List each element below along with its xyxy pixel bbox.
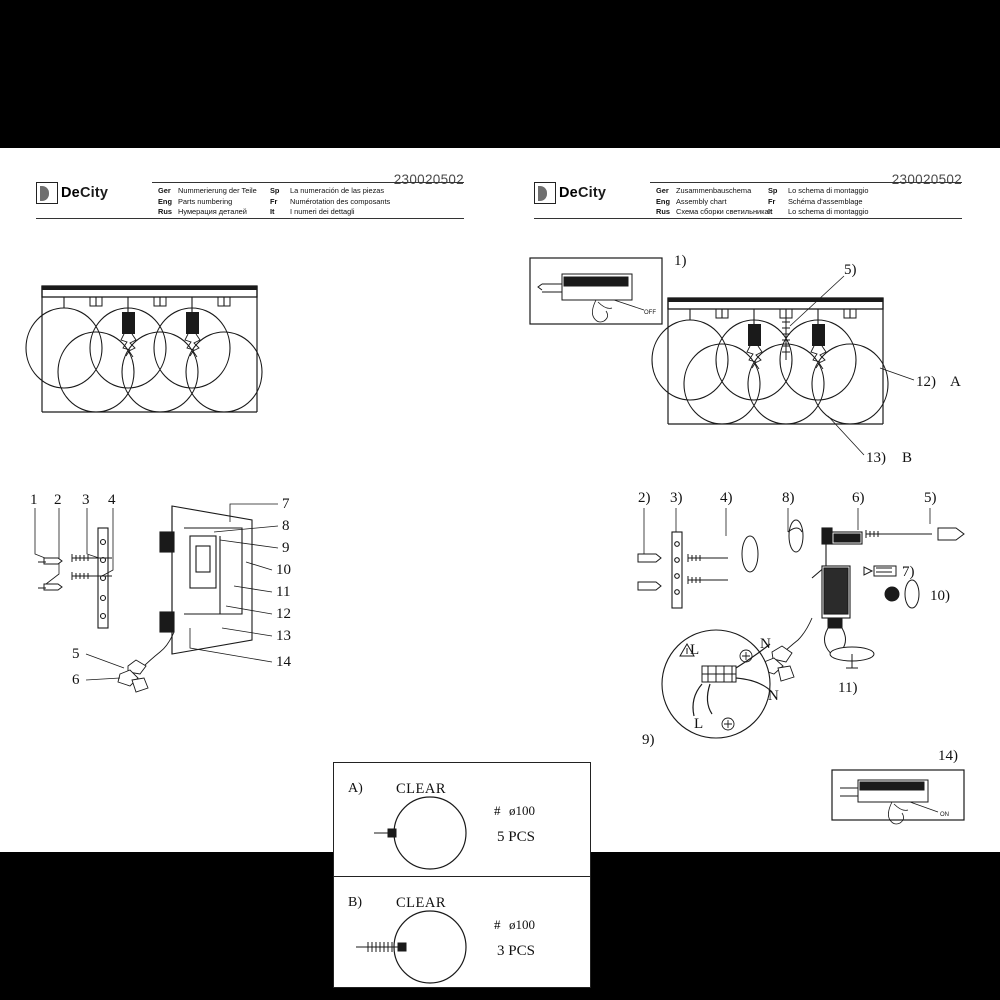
brand-logo-left — [36, 182, 108, 204]
brand-name-de: De — [559, 185, 578, 201]
logo-mark-icon — [534, 182, 556, 204]
callout-step2: 2) — [638, 490, 651, 506]
callout-step4: 4) — [720, 490, 733, 506]
lang-label: Sp — [768, 186, 778, 195]
svg-text:OFF: OFF — [644, 310, 656, 316]
switch-on-label: ON — [940, 812, 949, 818]
header-divider-left — [36, 218, 464, 219]
callout-shade-b-num: 13) — [866, 450, 886, 466]
callout-step3: 3) — [670, 490, 683, 506]
legend-hash-a: # — [494, 803, 501, 818]
part-number-1: 1 — [30, 492, 38, 508]
lang-text: Assembly chart — [676, 196, 727, 206]
callout-shade-a-num: 12) — [916, 374, 936, 390]
callout-shade-b-letter: B — [902, 450, 913, 466]
language-table-right — [656, 186, 978, 218]
lang-label: Rus — [656, 207, 670, 217]
legend-diameter-b: ø100 — [509, 917, 535, 932]
terminal-label-n2: N — [768, 688, 779, 704]
part-number-5: 5 — [72, 646, 80, 662]
part-number-4: 4 — [108, 492, 116, 508]
header-divider-top-left — [152, 182, 464, 183]
lang-text: I numeri dei dettagli — [290, 207, 355, 217]
brand-logo-right — [534, 182, 606, 204]
lang-label: It — [270, 207, 275, 217]
legend-globe-a-icon — [368, 791, 488, 871]
lang-text: Schéma d'assemblage — [788, 196, 863, 206]
header-left — [30, 170, 470, 226]
legend-row-a — [334, 763, 590, 876]
language-table-left — [158, 186, 480, 218]
legend-qty-a: 5 PCS — [497, 829, 535, 845]
callout-step5: 5) — [924, 490, 937, 506]
callout-step9: 9) — [642, 732, 655, 748]
part-number-7: 7 — [282, 496, 290, 512]
lang-col-1 — [656, 186, 768, 218]
lang-label: Sp — [270, 186, 280, 195]
lang-text: Nummerierung der Teile — [178, 186, 257, 195]
lang-text: La numeración de las piezas — [290, 186, 385, 195]
lang-text: Lo schema di montaggio — [788, 186, 869, 195]
legend-diameter-a: ø100 — [509, 803, 535, 818]
callout-step14: 14) — [938, 748, 958, 764]
terminal-label-l1: L — [694, 716, 704, 732]
callout-step11: 11) — [838, 680, 858, 696]
part-number-12: 12 — [276, 606, 291, 622]
legend-tag-a: A) — [348, 781, 363, 796]
brand-name-city: City — [577, 185, 607, 201]
lang-text: Parts numbering — [178, 196, 233, 206]
legend-globe-b-icon — [352, 905, 488, 985]
logo-mark-icon — [36, 182, 58, 204]
assembly-steps-right — [636, 488, 986, 818]
header-right — [528, 170, 968, 226]
lang-col-2 — [270, 186, 480, 218]
part-number-10: 10 — [276, 562, 291, 578]
lang-label: Rus — [158, 207, 172, 217]
lang-text: Lo schema di montaggio — [788, 207, 869, 217]
instruction-sheet — [0, 148, 1000, 959]
lang-col-2 — [768, 186, 978, 218]
lang-text: Схема сборки светильника — [676, 207, 769, 217]
part-number-3: 3 — [82, 492, 90, 508]
parts-exploded-left — [24, 488, 304, 708]
terminal-label-l2: L — [690, 642, 700, 658]
legend-material-b: CLEAR — [396, 895, 447, 911]
lang-text: Zusammenbauschema — [676, 186, 752, 195]
header-divider-right — [534, 218, 962, 219]
legend-qty-b: 3 PCS — [497, 943, 535, 959]
lang-label: Eng — [656, 196, 670, 206]
lang-label: Ger — [158, 186, 171, 195]
legend-hash-b: # — [494, 917, 501, 932]
lang-text: Numérotation des composants — [290, 196, 391, 206]
callout-step10: 10) — [930, 588, 950, 604]
callout-step1: 1) — [674, 253, 687, 269]
product-code-left: 230020502 — [393, 172, 464, 187]
glass-legend-table — [333, 762, 591, 988]
fixture-front-view-left — [24, 276, 284, 416]
legend-tag-b: B) — [348, 895, 362, 910]
part-number-8: 8 — [282, 518, 290, 534]
callout-step7: 7) — [902, 564, 915, 580]
callout-step6: 6) — [852, 490, 865, 506]
part-number-6: 6 — [72, 672, 80, 688]
lang-text: Нумерация деталей — [178, 207, 247, 217]
header-divider-top-right — [650, 182, 962, 183]
callout-shade-a-letter: A — [950, 374, 961, 390]
brand-name-de: De — [61, 185, 80, 201]
part-number-11: 11 — [276, 584, 291, 600]
lang-label: Fr — [768, 196, 776, 206]
callout-step5-top: 5) — [844, 262, 857, 278]
lang-label: Ger — [656, 186, 669, 195]
part-number-14: 14 — [276, 654, 291, 670]
callout-step8: 8) — [782, 490, 795, 506]
part-number-9: 9 — [282, 540, 290, 556]
terminal-label-n1: N — [760, 636, 771, 652]
part-number-2: 2 — [54, 492, 62, 508]
lang-label: It — [768, 207, 773, 217]
product-code-right: 230020502 — [891, 172, 962, 187]
part-number-13: 13 — [276, 628, 291, 644]
legend-material-a: CLEAR — [396, 781, 447, 797]
legend-row-b — [334, 876, 590, 989]
assembly-overview-right — [528, 240, 978, 490]
brand-name-city: City — [79, 185, 109, 201]
lang-label: Eng — [158, 196, 172, 206]
lang-label: Fr — [270, 196, 278, 206]
lang-col-1 — [158, 186, 270, 218]
